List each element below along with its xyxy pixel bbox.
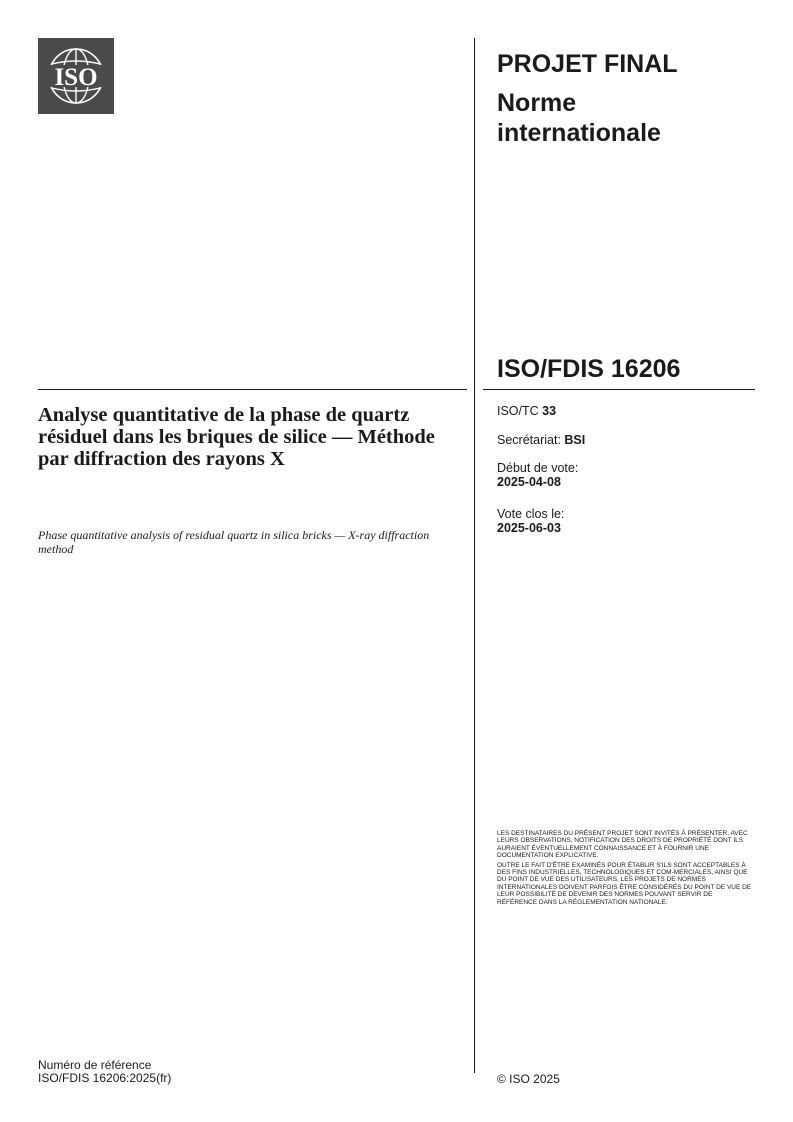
tc-value: 33 [542,404,557,418]
secretariat-label: Secrétariat: [497,433,565,447]
vote-end-label: Vote clos le: [497,507,565,521]
main-title: Analyse quantitative de la phase de quartz résiduel dans les briques de silice — Méthode par diffraction des rayons X [38,404,435,470]
secretariat-value: BSI [564,433,586,447]
recipient-notice [497,830,752,908]
secretariat [497,433,585,447]
document-type-line2: internationale [497,119,661,147]
tc-label: ISO/TC [497,404,543,418]
horizontal-divider-right [483,389,755,390]
notice-paragraph-2: OUTRE LE FAIT D'ÊTRE EXAMINÉS POUR ÉTABLIR S'ILS SONT ACCEPTABLES À DES FINS INDUSTRIELLES, TECHNOLOGIQUES ET COM-MERCIALES, AINSI QUE DU POINT DE VUE DES UTILISATEURS, LES PROJETS DE NORMES INTERNATIONALES DOIVENT PARFOIS ÊTRE CONSIDÉRÉS DU POINT DE VUE DE LEUR POSSIBILITÉ DE DEVENIR DES NORMES POUVANT SERVIR DE RÉFÉRENCE DANS LA RÉGLEMENTATION NATIONALE. [497,861,752,906]
alternate-title: Phase quantitative analysis of residual quartz in silica bricks — X-ray diffraction method [38,528,430,556]
document-status: PROJET FINAL [497,50,678,78]
horizontal-divider-left [38,389,467,390]
notice-paragraph-1: LES DESTINATAIRES DU PRÉSENT PROJET SONT INVITÉS À PRÉSENTER, AVEC LEURS OBSERVATIONS, NOTIFICATION DES DROITS DE PROPRIÉTÉ DONT ILS AURAIENT ÉVENTUELLEMENT CONNAISSANCE ET À FOURNIR UNE DOCUMENTATION EXPLICATIVE. [497,830,748,860]
vertical-divider [474,38,475,1073]
document-number: ISO/FDIS 16206 [497,355,681,383]
iso-logo-text: ISO [54,64,98,91]
vote-start-date: 2025-04-08 [497,475,561,489]
globe-icon [38,38,114,114]
document-type-line1: Norme [497,89,577,117]
copyright: © ISO 2025 [497,1072,560,1086]
vote-end-date: 2025-06-03 [497,521,561,535]
reference-number: ISO/FDIS 16206:2025(fr) [38,1071,172,1085]
technical-committee [497,404,556,418]
reference-label: Numéro de référence [38,1058,152,1072]
iso-logo [38,38,114,114]
vote-start-label: Début de vote: [497,461,579,475]
